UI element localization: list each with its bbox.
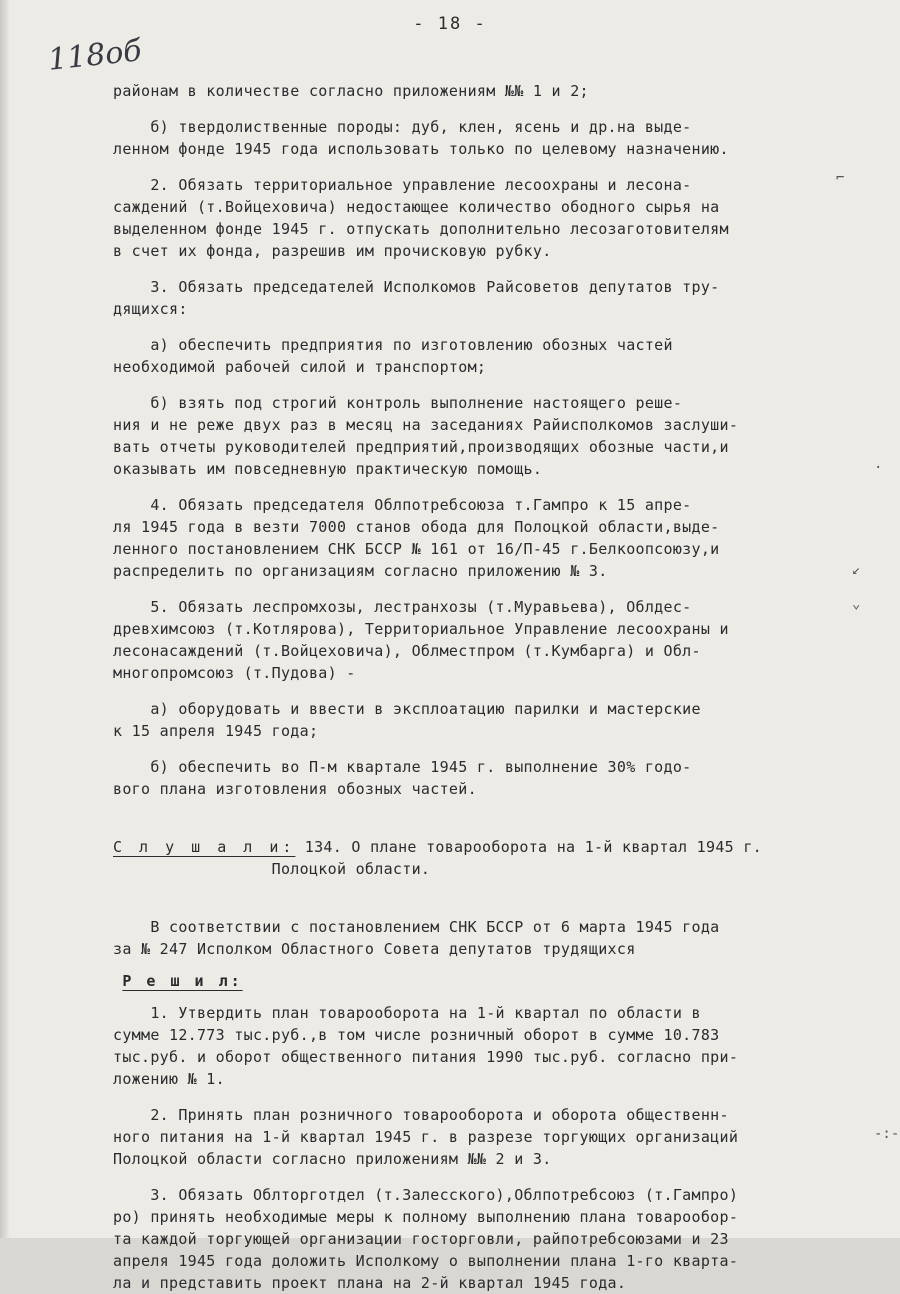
text-line: а) обеспечить предприятия по изготовлению обозных частей (113, 336, 673, 354)
text-line: ного питания на 1-й квартал 1945 г. в разрезе торгующих организаций (113, 1128, 739, 1146)
text-line: ля 1945 года в везти 7000 станов обода для Полоцкой области,выде- (113, 518, 720, 536)
text-line: оказывать им повседневную практическую помощь. (113, 460, 543, 478)
text-line: районам в количестве согласно приложениям №№ 1 и 2; (113, 82, 589, 100)
text-line: необходимой рабочей силой и транспортом; (113, 358, 487, 376)
text-line: ро) принять необходимые меры к полному выполнению плана товарообор- (113, 1208, 739, 1226)
text-line: саждений (т.Войцеховича) недостающее количество ободного сырья на (113, 198, 720, 216)
decided-label: Р е ш и л: (122, 972, 243, 990)
heard-label: С л у ш а л и: (113, 838, 296, 856)
heard-line (113, 836, 848, 858)
text-line: 2. Принять план розничного товарооборота и оборота общественн- (113, 1106, 729, 1124)
text-line: к 15 апреля 1945 года; (113, 722, 319, 740)
text-line: ложению № 1. (113, 1070, 225, 1088)
text-line: Полоцкой области согласно приложениям №№ 2 и 3. (113, 1150, 552, 1168)
text-line: тыс.руб. и оборот общественного питания 1990 тыс.руб. согласно при- (113, 1048, 739, 1066)
text-line: за № 247 Исполком Областного Совета депутатов трудящихся (113, 940, 636, 958)
text-line: ла и представить проект плана на 2-й квартал 1945 года. (113, 1274, 627, 1292)
text-line: ленном фонде 1945 года использовать только по целевому назначению. (113, 140, 729, 158)
text-line: распределить по организациям согласно приложению № 3. (113, 562, 608, 580)
text-line: ния и не реже двух раз в месяц на заседаниях Райисполкомов заслуши- (113, 416, 739, 434)
text-line: а) оборудовать и ввести в эксплоатацию парилки и мастерские (113, 700, 701, 718)
margin-mark: -:- (874, 1126, 900, 1142)
text-line: 1. Утвердить план товарооборота на 1-й квартал по области в (113, 1004, 701, 1022)
text-line: 3. Обязать председателей Исполкомов Райсоветов депутатов тру- (113, 278, 720, 296)
text-line: 3. Обязать Облторготдел (т.Залесского),Облпотребсоюз (т.Гампро) (113, 1186, 739, 1204)
text-line: ленного постановлением СНК БССР № 161 от 16/П-45 г.Белкоопсоюзу,и (113, 540, 720, 558)
page-edge-shadow (0, 0, 10, 1238)
text-line: та каждой торгующей организации госторговли, райпотребсоюзами и 23 (113, 1230, 729, 1248)
text-line: 5. Обязать леспромхозы, лестранхозы (т.Муравьева), Облдес- (113, 598, 692, 616)
margin-mark: ⌄ (852, 596, 861, 612)
text-line: 4. Обязать председателя Облпотребсоюза т.Гампро к 15 апре- (113, 496, 692, 514)
handwritten-folio-note: 118об (46, 33, 144, 78)
page-number: - 18 - (413, 14, 487, 34)
margin-mark: ↙ (852, 562, 861, 578)
decided-heading (113, 970, 848, 992)
text-line: древхимсоюз (т.Котлярова), Территориальное Управление лесоохраны и (113, 620, 729, 638)
document-body (113, 80, 848, 1294)
text-line: в счет их фонда, разрешив им прочисковую рубку. (113, 242, 552, 260)
text-line: б) взять под строгий контроль выполнение настоящего реше- (113, 394, 683, 412)
heard-subtitle: Полоцкой области. (113, 860, 431, 878)
text-line: выделенном фонде 1945 г. отпускать дополнительно лесозаготовителям (113, 220, 729, 238)
text-line: 2. Обязать территориальное управление лесоохраны и лесона- (113, 176, 692, 194)
text-line: вого плана изготовления обозных частей. (113, 780, 477, 798)
text-line: апреля 1945 года доложить Исполкому о выполнении плана 1-го кварта- (113, 1252, 739, 1270)
text-line: б) обеспечить во П-м квартале 1945 г. выполнение 30% годо- (113, 758, 692, 776)
text-line: лесонасаждений (т.Войцеховича), Облместпром (т.Кумбарга) и Обл- (113, 642, 701, 660)
text-line: б) твердолиственные породы: дуб, клен, ясень и др.на выде- (113, 118, 692, 136)
text-line: вать отчеты руководителей предприятий,производящих обозные части,и (113, 438, 729, 456)
margin-mark: ⌐ (836, 170, 845, 186)
text-line: сумме 12.773 тыс.руб.,в том числе розничный оборот в сумме 10.783 (113, 1026, 720, 1044)
text-line: дящихся: (113, 300, 188, 318)
heard-item: 134. О плане товарооборота на 1-й квартал 1945 г. (295, 838, 762, 856)
text-line: В соответствии с постановлением СНК БССР от 6 марта 1945 года (113, 918, 720, 936)
margin-mark: · (874, 460, 883, 476)
text-line: многопромсоюз (т.Пудова) - (113, 664, 356, 682)
